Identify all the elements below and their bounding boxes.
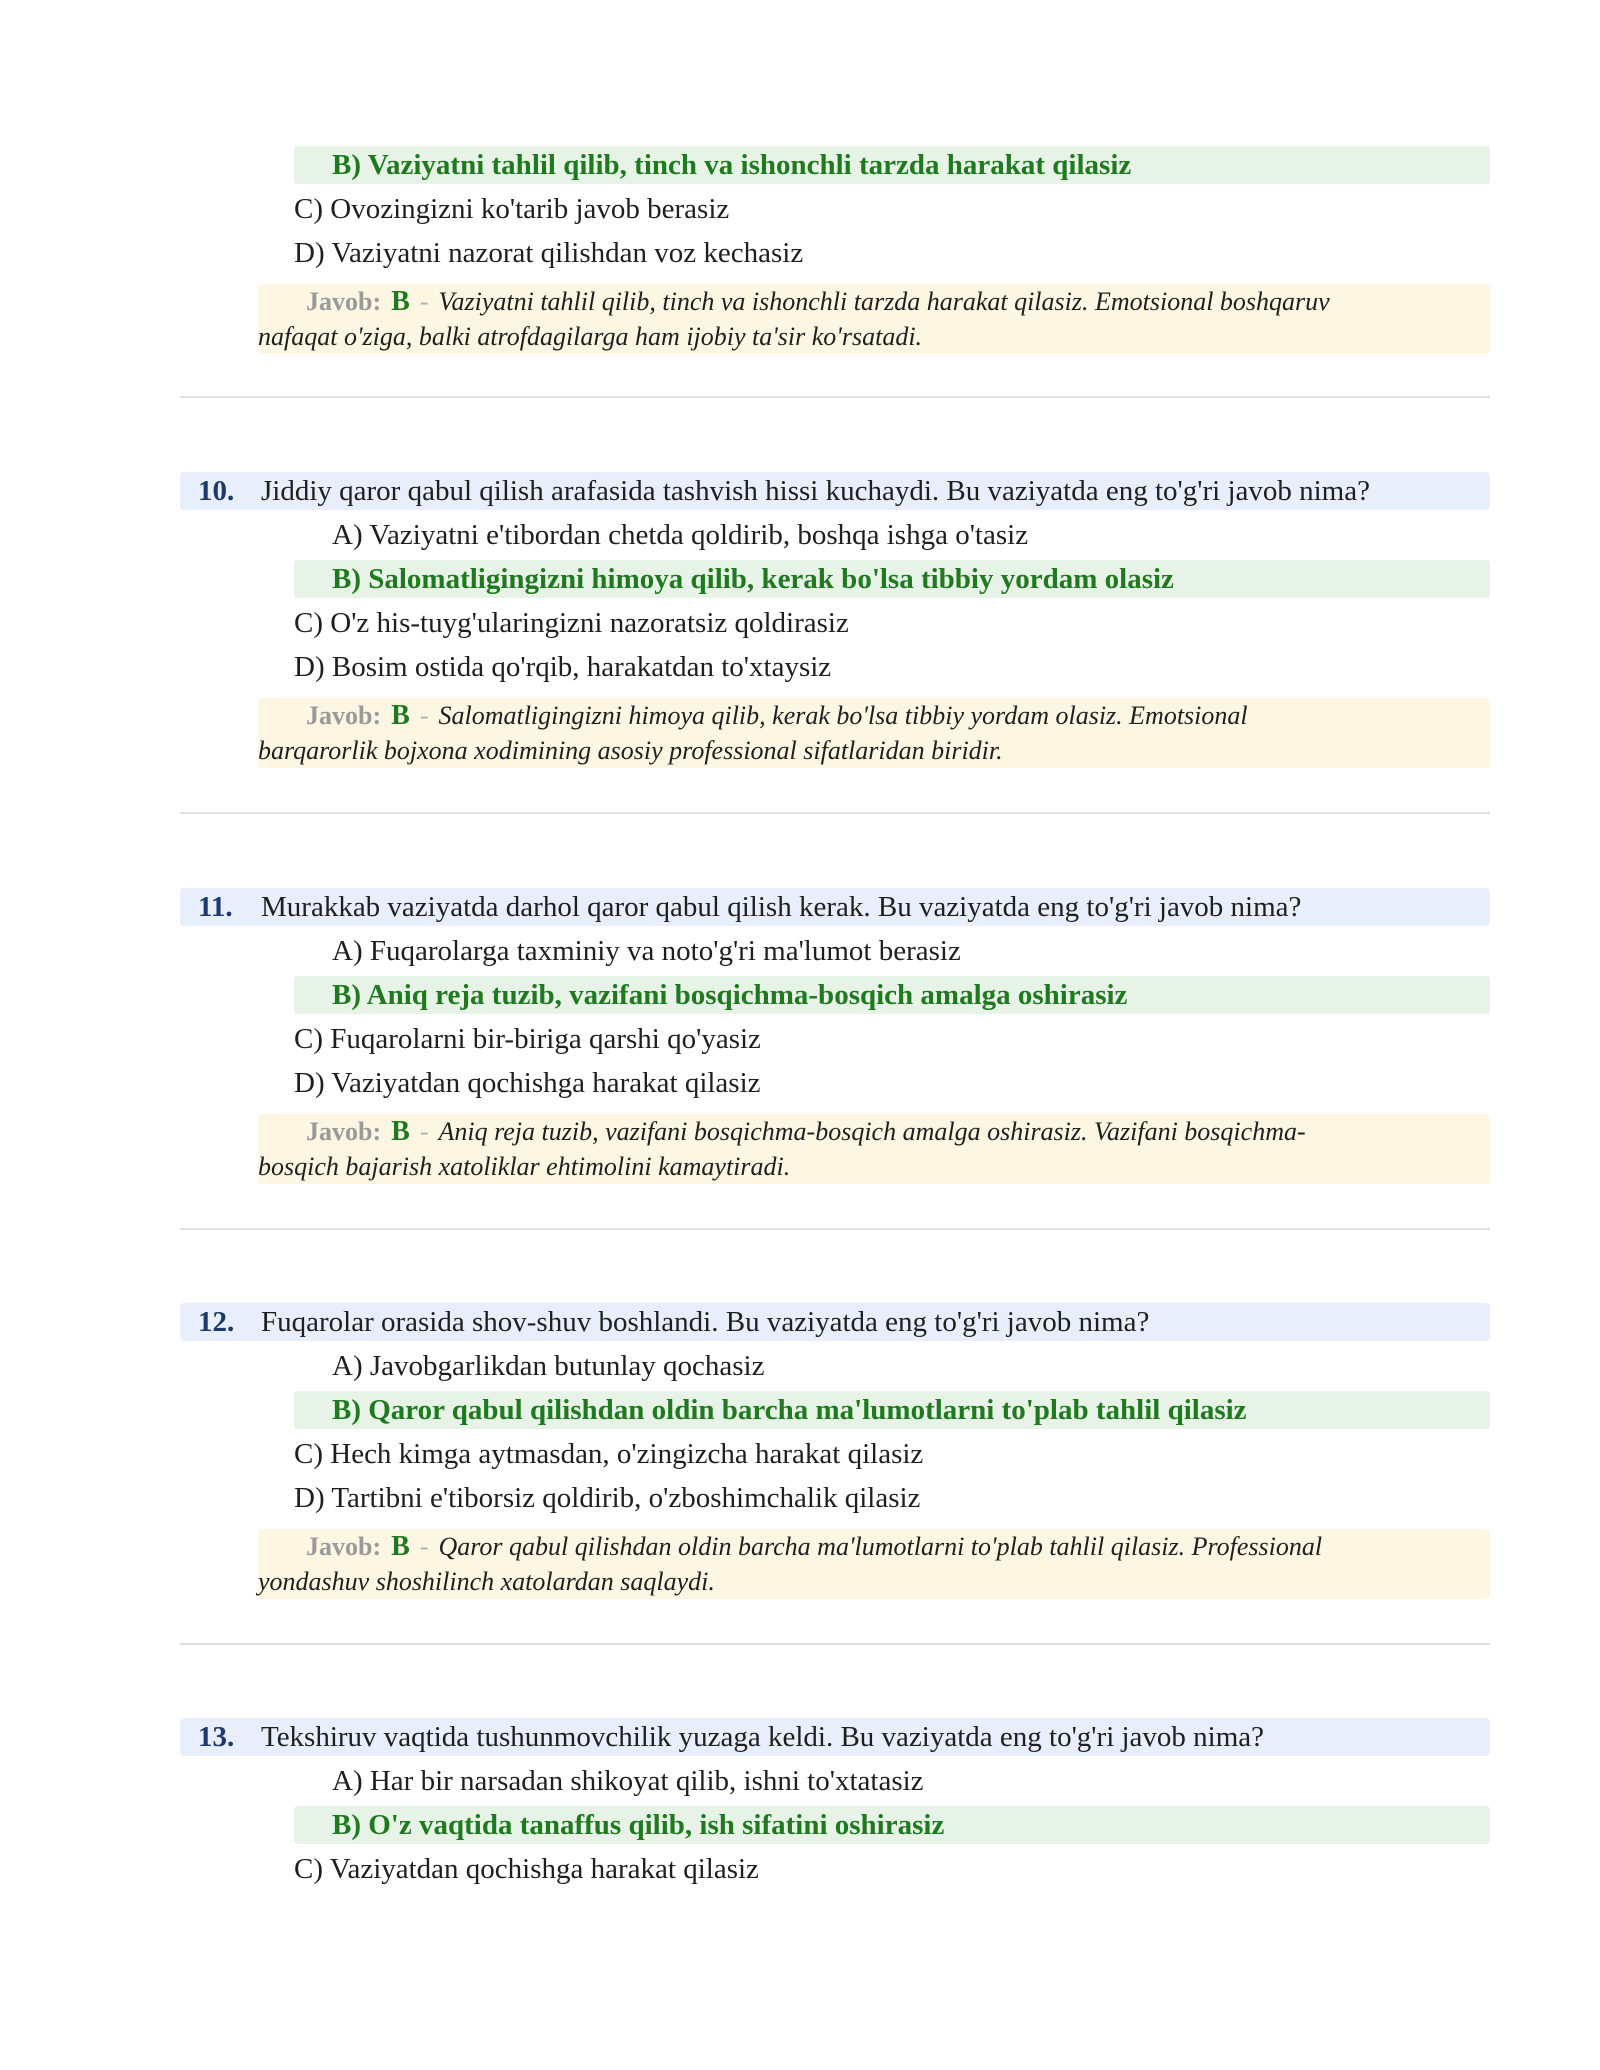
question-number: 12. — [198, 1306, 235, 1338]
answer-label: Javob: — [306, 287, 382, 316]
option-d: D) Vaziyatdan qochishga harakat qilasiz — [294, 1067, 761, 1099]
answer-text-continued: nafaqat o'ziga, balki atrofdagilarga ham ijobiy ta'sir ko'rsatadi. — [258, 322, 923, 351]
option-a: A) Har bir narsadan shikoyat qilib, ishni to'xtatasiz — [332, 1765, 924, 1797]
answer-letter: B — [391, 700, 410, 731]
answer-text: Qaror qabul qilishdan oldin barcha ma'lumotlarni to'plab tahlil qilasiz. Professional — [438, 1532, 1323, 1561]
answer-dash: - — [419, 1117, 429, 1146]
answer-text-continued: bosqich bajarish xatoliklar ehtimolini kamaytiradi. — [258, 1152, 791, 1181]
question-number: 13. — [198, 1721, 235, 1753]
answer-label: Javob: — [306, 1117, 382, 1146]
option-c: C) Vaziyatdan qochishga harakat qilasiz — [294, 1853, 759, 1885]
question-header — [180, 472, 1490, 510]
divider — [180, 1643, 1490, 1645]
answer-label: Javob: — [306, 701, 382, 730]
answer-text: Salomatligingizni himoya qilib, kerak bo'lsa tibbiy yordam olasiz. Emotsional — [438, 701, 1248, 730]
answer-letter: B — [391, 286, 410, 317]
answer-text-continued: barqarorlik bojxona xodimining asosiy professional sifatlaridan biridir. — [258, 736, 1003, 765]
divider — [180, 1228, 1490, 1230]
option-c: C) Hech kimga aytmasdan, o'zingizcha harakat qilasiz — [294, 1438, 924, 1470]
option-c: C) O'z his-tuyg'ularingizni nazoratsiz qoldirasiz — [294, 607, 849, 639]
question-text: Fuqarolar orasida shov-shuv boshlandi. Bu vaziyatda eng to'g'ri javob nima? — [261, 1306, 1150, 1338]
question-text: Tekshiruv vaqtida tushunmovchilik yuzaga keldi. Bu vaziyatda eng to'g'ri javob nima? — [261, 1721, 1265, 1753]
option-c: C) Ovozingizni ko'tarib javob berasiz — [294, 193, 730, 225]
option-a: A) Vaziyatni e'tibordan chetda qoldirib, boshqa ishga o'tasiz — [332, 519, 1029, 551]
answer-box — [258, 1114, 1490, 1184]
option-b-correct: B) O'z vaqtida tanaffus qilib, ish sifatini oshirasiz — [294, 1806, 1490, 1844]
answer-box — [258, 698, 1490, 768]
answer-text: Vaziyatni tahlil qilib, tinch va ishonchli tarzda harakat qilasiz. Emotsional boshqaruv — [438, 287, 1330, 316]
divider — [180, 396, 1490, 398]
question-text: Jiddiy qaror qabul qilish arafasida tashvish hissi kuchaydi. Bu vaziyatda eng to'g'ri javob nima? — [261, 475, 1370, 507]
answer-dash: - — [419, 287, 429, 316]
answer-box — [258, 1529, 1490, 1599]
option-d: D) Vaziyatni nazorat qilishdan voz kechasiz — [294, 237, 804, 269]
question-header — [180, 888, 1490, 926]
option-b-correct: B) Aniq reja tuzib, vazifani bosqichma-bosqich amalga oshirasiz — [294, 976, 1490, 1014]
option-c: C) Fuqarolarni bir-biriga qarshi qo'yasiz — [294, 1023, 761, 1055]
answer-dash: - — [419, 701, 429, 730]
answer-letter: B — [391, 1531, 410, 1562]
option-b-correct: B) Qaror qabul qilishdan oldin barcha ma'lumotlarni to'plab tahlil qilasiz — [294, 1391, 1490, 1429]
option-b-correct: B) Vaziyatni tahlil qilib, tinch va ishonchli tarzda harakat qilasiz — [294, 146, 1490, 184]
question-text: Murakkab vaziyatda darhol qaror qabul qilish kerak. Bu vaziyatda eng to'g'ri javob nima? — [261, 891, 1302, 923]
option-d: D) Bosim ostida qo'rqib, harakatdan to'xtaysiz — [294, 651, 832, 683]
answer-box — [258, 284, 1490, 354]
option-d: D) Tartibni e'tiborsiz qoldirib, o'zboshimchalik qilasiz — [294, 1482, 921, 1514]
question-header — [180, 1718, 1490, 1756]
divider — [180, 812, 1490, 814]
question-number: 11. — [198, 891, 233, 923]
option-a: A) Fuqarolarga taxminiy va noto'g'ri ma'lumot berasiz — [332, 935, 961, 967]
question-number: 10. — [198, 475, 235, 507]
answer-text-continued: yondashuv shoshilinch xatolardan saqlaydi. — [258, 1567, 715, 1596]
answer-dash: - — [419, 1532, 429, 1561]
answer-label: Javob: — [306, 1532, 382, 1561]
answer-text: Aniq reja tuzib, vazifani bosqichma-bosqich amalga oshirasiz. Vazifani bosqichma- — [438, 1117, 1306, 1146]
answer-letter: B — [391, 1116, 410, 1147]
option-b-correct: B) Salomatligingizni himoya qilib, kerak bo'lsa tibbiy yordam olasiz — [294, 560, 1490, 598]
option-a: A) Javobgarlikdan butunlay qochasiz — [332, 1350, 765, 1382]
question-header — [180, 1303, 1490, 1341]
